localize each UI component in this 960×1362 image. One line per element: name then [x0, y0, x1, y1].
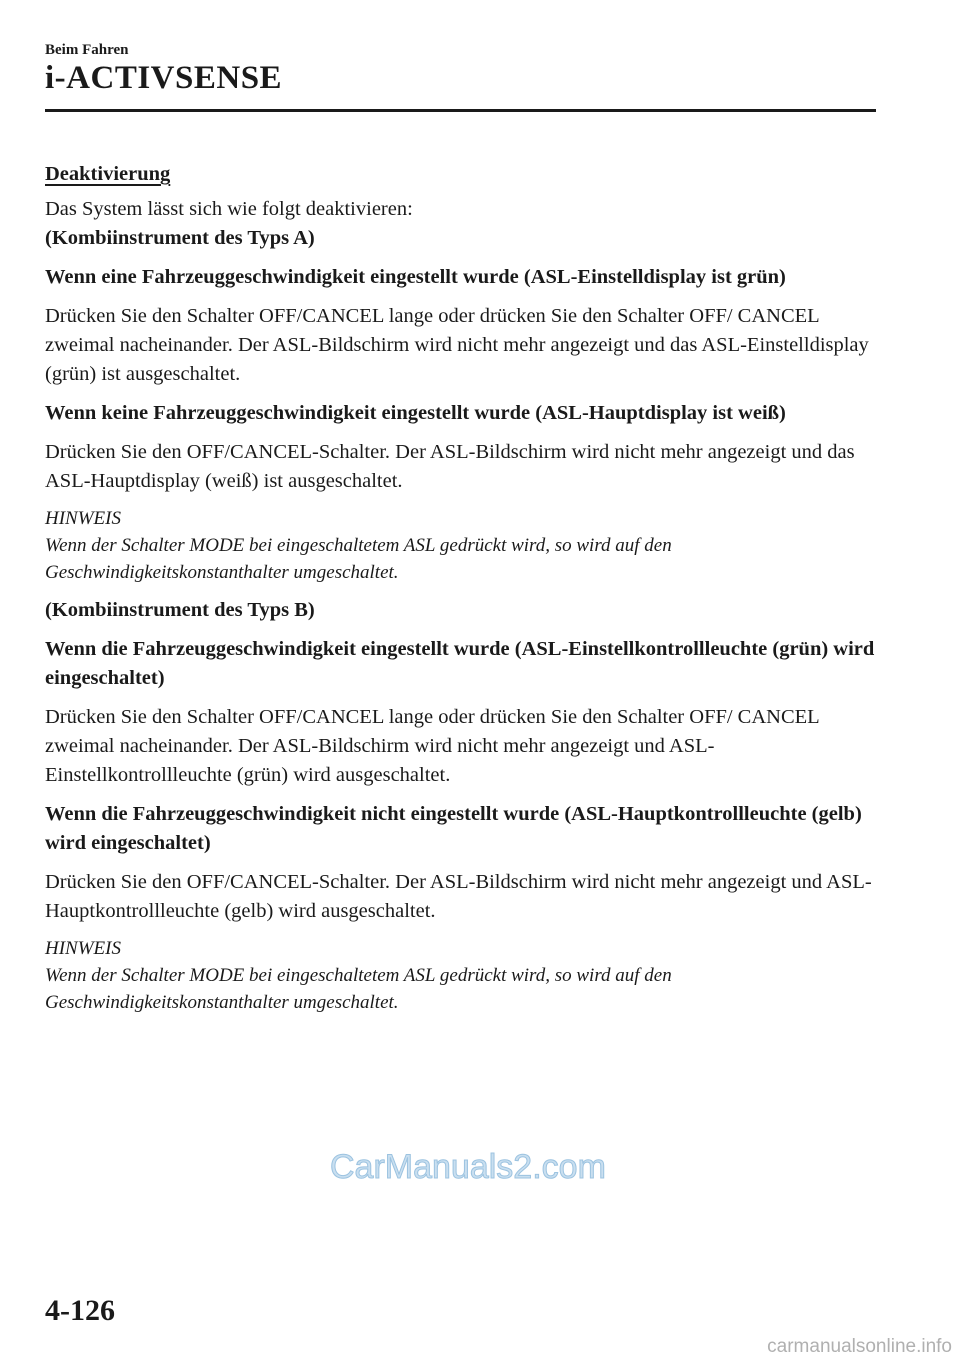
- document-content: [45, 160, 875, 1026]
- type-b-case1-title: Wenn die Fahrzeuggeschwindigkeit eingestellt wurde (ASL-Einstellkontrollleuchte (grün) wird eingeschaltet): [45, 638, 875, 689]
- section-label: Beim Fahren: [45, 42, 129, 58]
- type-a-case1-title: Wenn eine Fahrzeuggeschwindigkeit eingestellt wurde (ASL-Einstelldisplay ist grün): [45, 266, 786, 288]
- watermark-url: carmanualsonline.info: [767, 1336, 952, 1357]
- type-a-case1-text: Drücken Sie den Schalter OFF/CANCEL lange oder drücken Sie den Schalter OFF/ CANCEL zweimal nacheinander. Der ASL-Bildschirm wird nicht mehr angezeigt und das ASL-Einstelldisplay (grün) ist ausgeschaltet.: [45, 305, 869, 385]
- page-title: i-ACTIVSENSE: [45, 60, 283, 96]
- section-heading: Deaktivierung: [45, 163, 171, 185]
- type-b-case2-title: Wenn die Fahrzeuggeschwindigkeit nicht eingestellt wurde (ASL-Hauptkontrollleuchte (gelb) wird eingeschaltet): [45, 803, 862, 854]
- watermark-logo: CarManuals2.com: [330, 1148, 606, 1186]
- type-b-note-label: HINWEIS: [45, 938, 121, 959]
- type-a-case2-title: Wenn keine Fahrzeuggeschwindigkeit eingestellt wurde (ASL-Hauptdisplay ist weiß): [45, 402, 786, 424]
- type-a-note-label: HINWEIS: [45, 508, 121, 529]
- type-a-title: (Kombiinstrument des Typs A): [45, 227, 315, 249]
- intro-text: Das System lässt sich wie folgt deaktivieren:: [45, 198, 413, 220]
- page-number: 4-126: [45, 1294, 115, 1327]
- type-b-case1-text: Drücken Sie den Schalter OFF/CANCEL lange oder drücken Sie den Schalter OFF/ CANCEL zweimal nacheinander. Der ASL-Bildschirm wird nicht mehr angezeigt und ASL-Einstellkontrollleuchte (grün) wird ausgeschaltet.: [45, 706, 819, 786]
- type-b-note-text: Wenn der Schalter MODE bei eingeschaltetem ASL gedrückt wird, so wird auf den Geschwindigkeitskonstanthalter umgeschaltet.: [45, 965, 672, 1013]
- type-b-case2-text: Drücken Sie den OFF/CANCEL-Schalter. Der ASL-Bildschirm wird nicht mehr angezeigt und ASL-Hauptkontrollleuchte (gelb) wird ausgeschaltet.: [45, 871, 872, 922]
- header-divider: [45, 109, 876, 112]
- type-b-title: (Kombiinstrument des Typs B): [45, 599, 315, 621]
- type-a-case2-text: Drücken Sie den OFF/CANCEL-Schalter. Der ASL-Bildschirm wird nicht mehr angezeigt und das ASL-Hauptdisplay (weiß) ist ausgeschaltet.: [45, 441, 855, 492]
- type-a-note-text: Wenn der Schalter MODE bei eingeschaltetem ASL gedrückt wird, so wird auf den Geschwindigkeitskonstanthalter umgeschaltet.: [45, 535, 672, 583]
